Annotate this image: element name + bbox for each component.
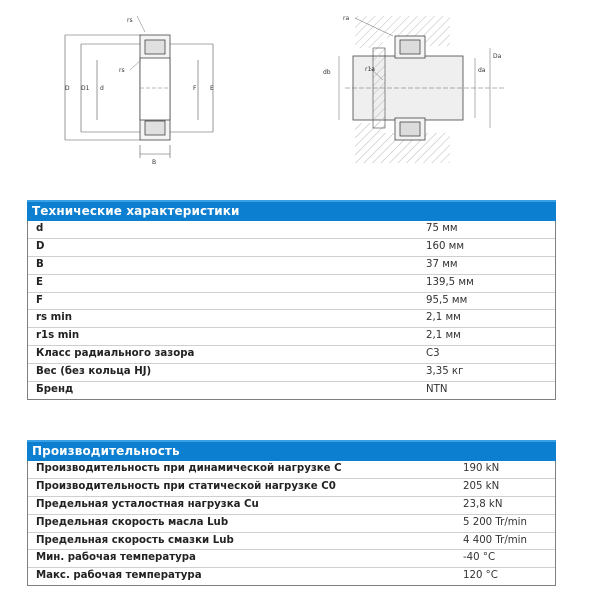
perf-label: Предельная скорость смазки Lub — [36, 534, 234, 546]
spec-label: d — [36, 223, 44, 234]
perf-value: -40 °C — [463, 552, 496, 564]
perf-label: Производительность при динамической нагрузке C — [36, 463, 342, 474]
table-row — [28, 257, 555, 275]
spec-label: rs min — [36, 312, 72, 324]
svg-text:F: F — [193, 85, 197, 92]
spec-value: 2,1 мм — [426, 330, 461, 342]
svg-text:da: da — [478, 67, 486, 74]
svg-text:db: db — [323, 69, 331, 76]
spec-value: 160 мм — [426, 240, 465, 252]
spec-label: B — [36, 258, 44, 270]
table-row — [28, 382, 555, 399]
bearing-drawings — [0, 0, 598, 195]
table-row — [28, 310, 555, 328]
table-row — [28, 364, 555, 382]
table-row — [28, 479, 555, 497]
spec-value: 2,1 мм — [426, 312, 461, 324]
spec-value: 139,5 мм — [426, 276, 474, 288]
perf-value: 120 °C — [463, 570, 498, 582]
table-row — [28, 497, 555, 515]
svg-text:Da: Da — [493, 53, 502, 60]
spec-value: 37 мм — [426, 258, 458, 270]
table-row — [28, 275, 555, 293]
table-row — [28, 550, 555, 568]
table-row — [28, 293, 555, 311]
perf-label: Предельная скорость масла Lub — [36, 516, 229, 528]
spec-value: NTN — [426, 384, 448, 396]
perf-value: 190 kN — [463, 463, 500, 474]
table-row — [28, 515, 555, 533]
performance-title: Производительность — [27, 440, 556, 461]
tech-specs-table — [27, 200, 556, 400]
perf-value: 23,8 kN — [463, 498, 503, 510]
perf-value: 4 400 Tr/min — [463, 534, 527, 546]
spec-label: r1s min — [36, 330, 80, 342]
table-row — [28, 239, 555, 257]
bearing-section-drawing — [55, 10, 240, 170]
table-row — [28, 568, 555, 585]
svg-text:rs: rs — [127, 17, 133, 24]
perf-label: Предельная усталостная нагрузка Cu — [36, 498, 259, 510]
svg-text:d: d — [100, 85, 104, 92]
performance-table — [27, 440, 556, 586]
spec-label: Бренд — [36, 384, 74, 396]
table-row — [28, 328, 555, 346]
mounting-drawing — [315, 8, 520, 173]
spec-value: 95,5 мм — [426, 294, 468, 306]
tech-specs-title: Технические характеристики — [27, 200, 556, 221]
table-row — [28, 533, 555, 551]
spec-value: 75 мм — [426, 223, 458, 234]
svg-text:D1: D1 — [81, 85, 90, 92]
spec-label: E — [36, 276, 43, 288]
perf-label: Производительность при статической нагрузке C0 — [36, 480, 336, 492]
svg-text:ra: ra — [343, 15, 350, 22]
svg-text:E: E — [210, 85, 214, 92]
spec-label: D — [36, 240, 45, 252]
spec-value: C3 — [426, 348, 440, 360]
table-row — [28, 221, 555, 239]
table-row — [28, 461, 555, 479]
performance-body — [27, 461, 556, 586]
spec-label: F — [36, 294, 43, 306]
spec-value: 3,35 кг — [426, 366, 464, 378]
tech-specs-body — [27, 221, 556, 400]
svg-text:D: D — [65, 85, 70, 92]
perf-value: 205 kN — [463, 480, 500, 492]
svg-text:rs: rs — [119, 67, 125, 74]
svg-text:r1a: r1a — [365, 66, 375, 73]
spec-label: Вес (без кольца HJ) — [36, 366, 152, 378]
svg-text:B: B — [152, 159, 157, 166]
perf-label: Мин. рабочая температура — [36, 552, 196, 564]
perf-value: 5 200 Tr/min — [463, 516, 527, 528]
table-row — [28, 346, 555, 364]
perf-label: Макс. рабочая температура — [36, 570, 202, 582]
spec-label: Класс радиального зазора — [36, 348, 195, 360]
